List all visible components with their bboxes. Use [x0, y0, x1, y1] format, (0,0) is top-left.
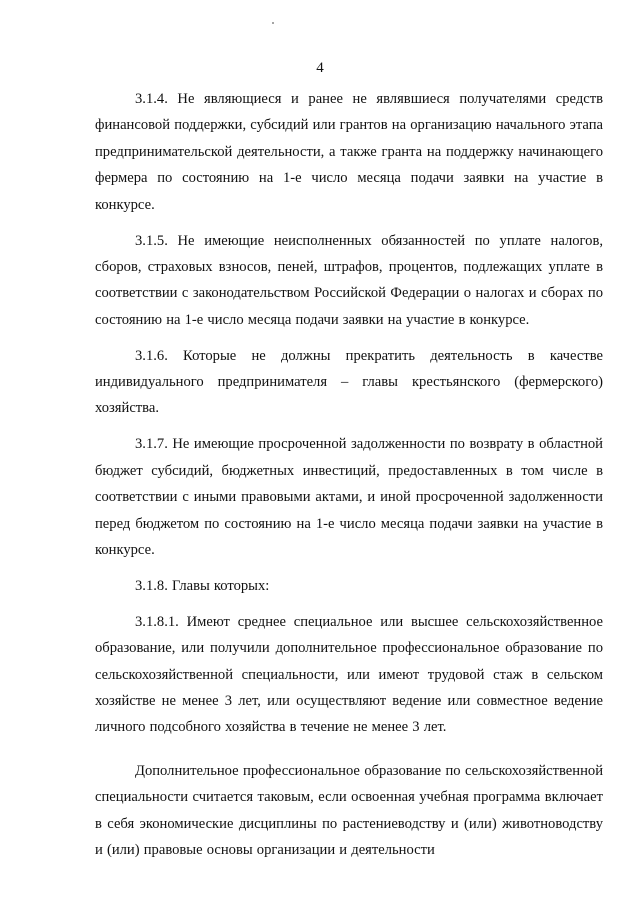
paragraph-3-1-8: 3.1.8. Главы которых: [135, 577, 270, 594]
document-body [95, 86, 603, 863]
paragraph-3-1-7: 3.1.7. Не имеющие просроченной задолженности по возврату в областной бюджет субсидий, бюджетных инвестиций, предоставленных в том числе в соответствии с иными правовыми актами, и иной просроченной задолженности перед бюджетом по состоянию на 1-е число месяца подачи заявки на участие в конкурсе. [95, 436, 603, 558]
paragraph-3-1-4: 3.1.4. Не являющиеся и ранее не являвшиеся получателями средств финансовой поддержки, субсидий или грантов на организацию начального этапа предпринимательской деятельности, а также гранта на поддержку начинающего фермера по состоянию на 1-е число месяца подачи заявки на участие в конкурсе. [95, 91, 603, 213]
page-number: 4 [316, 60, 324, 76]
scan-artifact-dot [272, 22, 274, 24]
paragraph-3-1-5: 3.1.5. Не имеющие неисполненных обязанностей по уплате налогов, сборов, страховых взносов, пеней, штрафов, процентов, подлежащих уплате в соответствии с законодательством Российской Федерации о налогах и сборах по состоянию на 1-е число месяца подачи заявки на участие в конкурсе. [95, 232, 603, 328]
paragraph-additional-education: Дополнительное профессиональное образование по сельскохозяйственной специальности считается таковым, если освоенная учебная программа включает в себя экономические дисциплины по растениеводству и (или) животноводству и (или) правовые основы организации и деятельности [95, 762, 603, 859]
paragraph-3-1-6: 3.1.6. Которые не должны прекратить деятельность в качестве индивидуального предпринимателя – главы крестьянского (фермерского) хозяйства. [95, 347, 603, 417]
paragraph-3-1-8-1: 3.1.8.1. Имеют среднее специальное или высшее сельскохозяйственное образование, или получили дополнительное профессиональное образование по сельскохозяйственной специальности, или имеют трудовой стаж в сельском хозяйстве не менее 3 лет, или осуществляют ведение или совместное ведение личного подсобного хозяйства в течение не менее 3 лет. [95, 613, 603, 736]
